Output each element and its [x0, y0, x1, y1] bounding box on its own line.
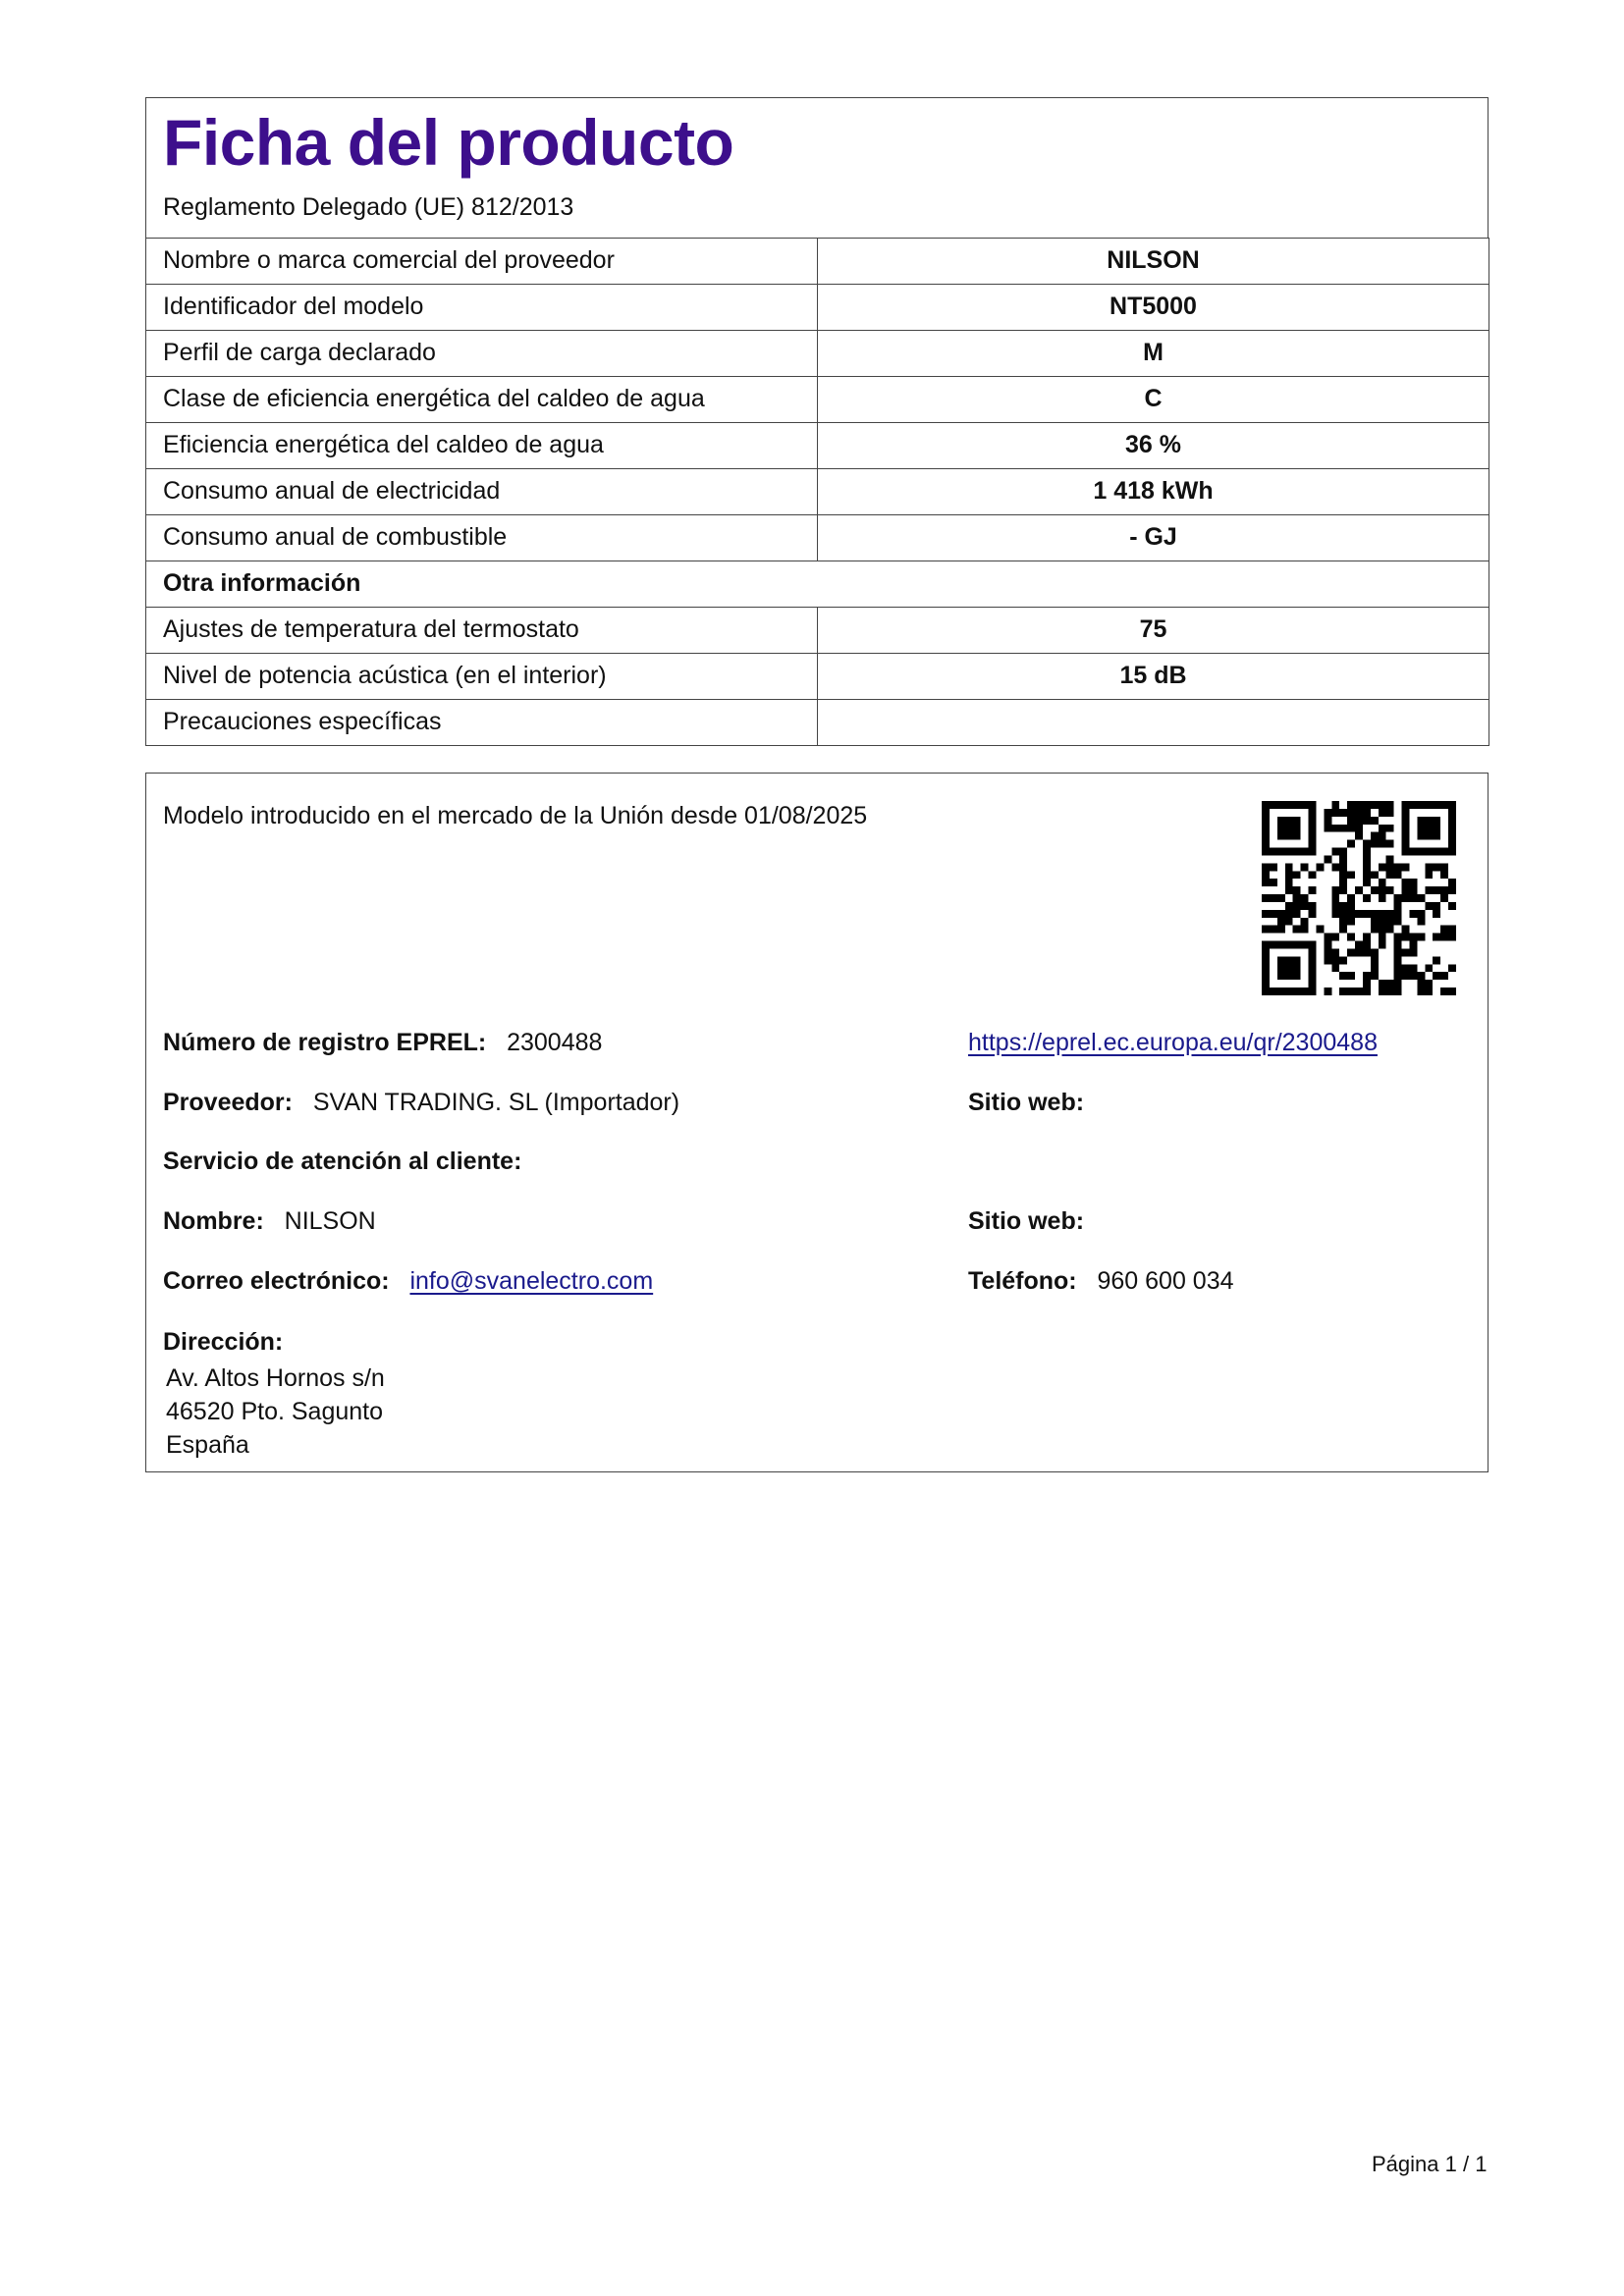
address-label: Dirección:	[163, 1327, 284, 1356]
spec-label: Consumo anual de combustible	[146, 514, 818, 561]
table-row	[146, 284, 1489, 330]
table-row	[146, 514, 1489, 561]
address-line: 46520 Pto. Sagunto	[166, 1397, 384, 1425]
product-sheet	[145, 97, 1489, 1472]
address-line: Av. Altos Hornos s/n	[166, 1363, 385, 1392]
spec-value	[818, 699, 1489, 745]
spec-label: Clase de eficiencia energética del caldeo de agua	[146, 376, 818, 422]
regulation-subtitle: Reglamento Delegado (UE) 812/2013	[163, 192, 574, 221]
spec-label: Precauciones específicas	[146, 699, 818, 745]
supplier-website-label: Sitio web:	[968, 1088, 1085, 1116]
page-number: Página 1 / 1	[1372, 2152, 1488, 2176]
supplier-label: Proveedor:	[163, 1088, 293, 1116]
spec-value: NT5000	[818, 284, 1489, 330]
spec-label: Perfil de carga declarado	[146, 330, 818, 376]
address-block	[166, 1362, 385, 1462]
eprel-value: 2300488	[507, 1028, 603, 1056]
eprel-link[interactable]: https://eprel.ec.europa.eu/qr/2300488	[968, 1028, 1378, 1056]
spec-label: Identificador del modelo	[146, 284, 818, 330]
table-row	[146, 699, 1489, 745]
cs-website-label: Sitio web:	[968, 1206, 1085, 1235]
spec-value: - GJ	[818, 514, 1489, 561]
cs-name	[163, 1207, 376, 1236]
name-label: Nombre:	[163, 1206, 264, 1235]
phone-label: Teléfono:	[968, 1266, 1077, 1295]
page-title: Ficha del producto	[163, 106, 734, 179]
supplier-value: SVAN TRADING. SL (Importador)	[312, 1088, 680, 1116]
name-value: NILSON	[284, 1206, 376, 1235]
qr-code-icon[interactable]	[1262, 801, 1456, 995]
spec-value: 1 418 kWh	[818, 468, 1489, 514]
spec-label: Eficiencia energética del caldeo de agua	[146, 422, 818, 468]
email-label: Correo electrónico:	[163, 1266, 390, 1295]
cs-email	[163, 1267, 653, 1296]
table-row	[146, 238, 1489, 284]
email-link[interactable]: info@svanelectro.com	[409, 1266, 654, 1295]
spec-value: 75	[818, 607, 1489, 653]
customer-service-heading: Servicio de atención al cliente:	[163, 1147, 522, 1175]
spec-value: 15 dB	[818, 653, 1489, 699]
title-block	[145, 97, 1489, 238]
eprel-label: Número de registro EPREL:	[163, 1028, 487, 1056]
phone-value: 960 600 034	[1097, 1266, 1234, 1295]
supplier	[163, 1089, 679, 1117]
spec-value: C	[818, 376, 1489, 422]
spec-value: NILSON	[818, 238, 1489, 284]
spec-label: Nombre o marca comercial del proveedor	[146, 238, 818, 284]
table-row	[146, 376, 1489, 422]
table-row	[146, 468, 1489, 514]
market-date-text: Modelo introducido en el mercado de la Unión desde 01/08/2025	[163, 801, 868, 829]
address-line: España	[166, 1430, 249, 1459]
section-row	[146, 561, 1489, 607]
spec-value: M	[818, 330, 1489, 376]
table-row	[146, 653, 1489, 699]
spec-table-body	[146, 238, 1489, 745]
supplier-info-box	[145, 773, 1489, 1472]
eprel-registration	[163, 1029, 602, 1057]
spec-value: 36 %	[818, 422, 1489, 468]
other-info-heading: Otra información	[146, 561, 1489, 607]
spec-label: Nivel de potencia acústica (en el interior)	[146, 653, 818, 699]
table-row	[146, 330, 1489, 376]
table-row	[146, 422, 1489, 468]
spec-label: Consumo anual de electricidad	[146, 468, 818, 514]
table-row	[146, 607, 1489, 653]
spec-table	[145, 238, 1489, 746]
spec-label: Ajustes de temperatura del termostato	[146, 607, 818, 653]
cs-phone	[968, 1267, 1234, 1296]
